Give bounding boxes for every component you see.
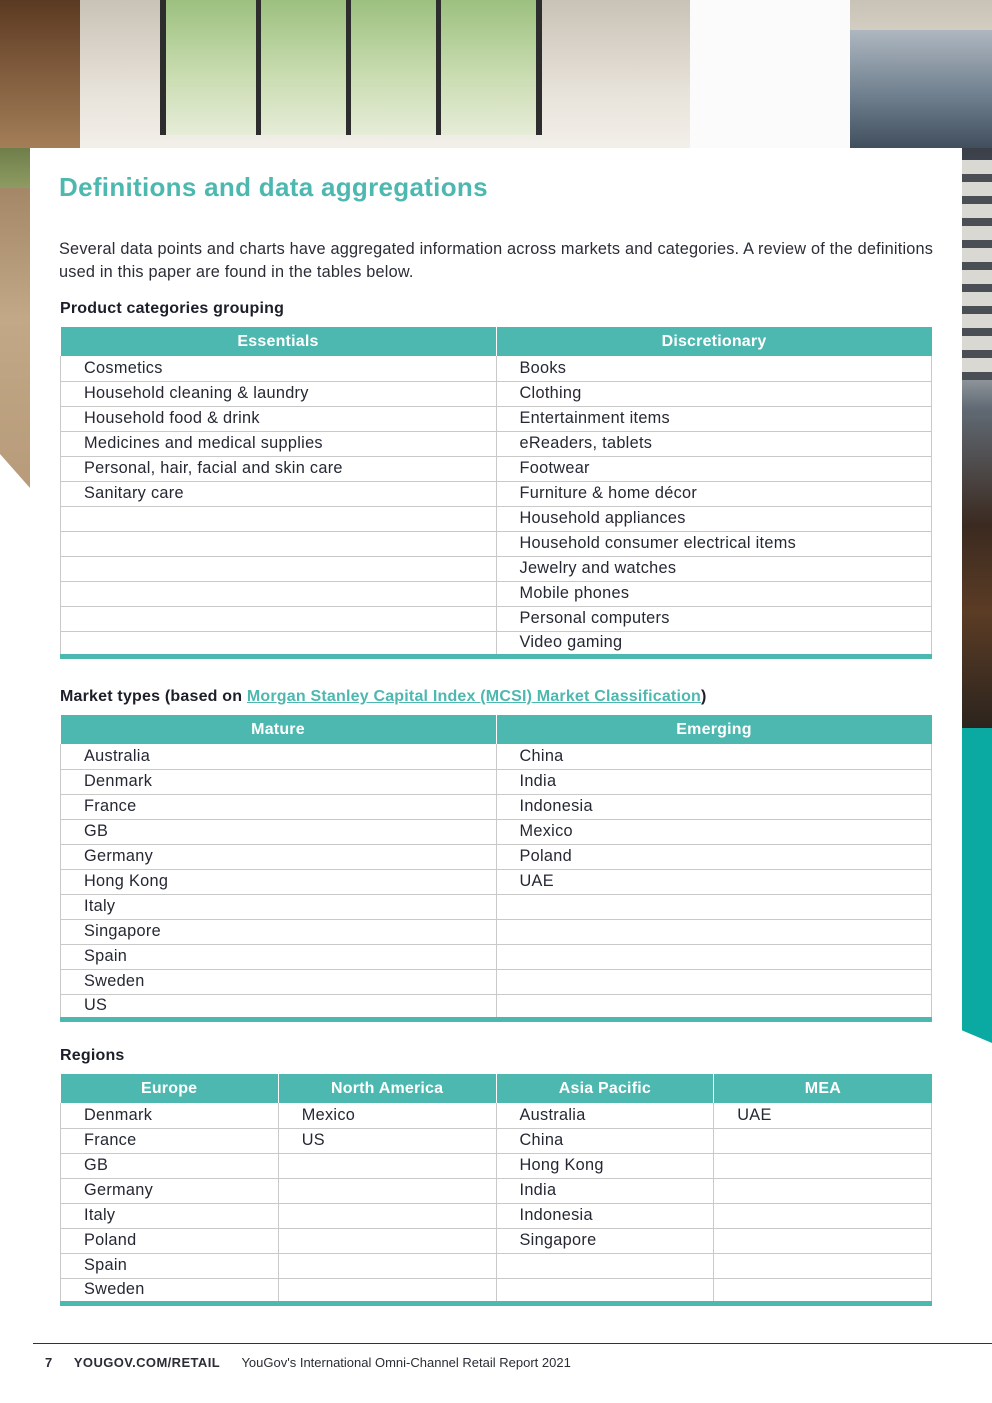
table-row — [61, 1178, 932, 1203]
table-row — [61, 969, 932, 994]
table-cell: India — [496, 1178, 714, 1203]
regions-heading: Regions — [60, 1047, 125, 1064]
column-header: Asia Pacific — [496, 1074, 714, 1103]
table-cell: Video gaming — [496, 631, 932, 656]
photo-window-mullion — [436, 0, 441, 135]
table-row — [61, 769, 932, 794]
photo-left-edge — [0, 148, 30, 488]
market-types-heading-suffix: ) — [701, 688, 707, 705]
table-cell: China — [496, 1128, 714, 1153]
table-cell: Personal, hair, facial and skin care — [61, 456, 497, 481]
photo-plants — [0, 148, 30, 188]
table-row — [61, 456, 932, 481]
table-cell: Singapore — [61, 919, 497, 944]
table-cell: Denmark — [61, 1103, 279, 1128]
table-row — [61, 1253, 932, 1278]
table-cell — [278, 1203, 496, 1228]
table-cell — [496, 969, 932, 994]
table-cell — [496, 1278, 714, 1303]
table-cell: Sweden — [61, 1278, 279, 1303]
table-cell: eReaders, tablets — [496, 431, 932, 456]
table-cell: Mexico — [496, 819, 932, 844]
table-cell: Poland — [496, 844, 932, 869]
table-cell: Poland — [61, 1228, 279, 1253]
table-cell: Hong Kong — [496, 1153, 714, 1178]
market-types-heading — [60, 688, 707, 706]
column-header: Emerging — [496, 715, 932, 744]
table-row — [61, 406, 932, 431]
page-title: Definitions and data aggregations — [59, 172, 488, 202]
table-cell — [714, 1203, 932, 1228]
market-types-heading-prefix: Market types (based on — [60, 688, 247, 705]
regions-table — [60, 1074, 932, 1306]
table-row — [61, 794, 932, 819]
table-cell — [496, 919, 932, 944]
table-cell — [714, 1278, 932, 1303]
table-cell: Indonesia — [496, 794, 932, 819]
table-cell: Footwear — [496, 456, 932, 481]
table-row — [61, 869, 932, 894]
table-cell — [496, 1253, 714, 1278]
column-header: Europe — [61, 1074, 279, 1103]
table-row — [61, 556, 932, 581]
table-row — [61, 1203, 932, 1228]
table-cell: Personal computers — [496, 606, 932, 631]
table-cell: UAE — [714, 1103, 932, 1128]
table-row — [61, 919, 932, 944]
table-cell: Indonesia — [496, 1203, 714, 1228]
column-header: Mature — [61, 715, 497, 744]
table-cell — [61, 506, 497, 531]
table-cell — [61, 606, 497, 631]
table-cell: Household consumer electrical items — [496, 531, 932, 556]
table-cell — [496, 944, 932, 969]
table-row — [61, 381, 932, 406]
table-cell — [278, 1153, 496, 1178]
teal-accent-shape — [962, 728, 992, 1043]
column-header: Discretionary — [496, 327, 932, 356]
table-cell: Household appliances — [496, 506, 932, 531]
footer-site-link[interactable]: YOUGOV.COM/RETAIL — [73, 1355, 221, 1370]
table-row — [61, 506, 932, 531]
market-types-table — [60, 715, 932, 1022]
table-cell: GB — [61, 1153, 279, 1178]
column-header: MEA — [714, 1074, 932, 1103]
intro-paragraph: Several data points and charts have aggregated information across markets and categories. A review of the definitions used in this paper are found in the tables below. — [59, 240, 934, 281]
page-number: 7 — [45, 1355, 53, 1370]
table-cell: Mexico — [278, 1103, 496, 1128]
table-cell — [61, 531, 497, 556]
photo-window-mullion — [256, 0, 261, 135]
table-row — [61, 744, 932, 769]
table-row — [61, 894, 932, 919]
table-row — [61, 631, 932, 656]
table-cell: Germany — [61, 1178, 279, 1203]
table-cell — [714, 1253, 932, 1278]
table-cell — [278, 1178, 496, 1203]
table-cell: Singapore — [496, 1228, 714, 1253]
table-cell: Italy — [61, 1203, 279, 1228]
table-row — [61, 1153, 932, 1178]
table-cell: Spain — [61, 944, 497, 969]
table-cell — [714, 1228, 932, 1253]
photo-window — [160, 0, 542, 135]
table-cell — [61, 556, 497, 581]
table-cell — [61, 581, 497, 606]
table-cell — [714, 1178, 932, 1203]
table-cell: Hong Kong — [61, 869, 497, 894]
footer-rule — [33, 1343, 992, 1344]
mcsi-classification-link[interactable]: Morgan Stanley Capital Index (MCSI) Market Classification — [246, 688, 702, 705]
table-row — [61, 1228, 932, 1253]
table-cell: France — [61, 1128, 279, 1153]
table-cell: France — [61, 794, 497, 819]
product-categories-table — [60, 327, 932, 659]
table-cell — [278, 1253, 496, 1278]
table-cell: Denmark — [61, 769, 497, 794]
table-cell — [278, 1278, 496, 1303]
table-row — [61, 581, 932, 606]
photo-shelves — [962, 160, 992, 380]
table-cell: US — [278, 1128, 496, 1153]
table-cell: Household cleaning & laundry — [61, 381, 497, 406]
table-cell — [714, 1128, 932, 1153]
table-cell: Spain — [61, 1253, 279, 1278]
table-cell: US — [61, 994, 497, 1019]
table-cell — [496, 994, 932, 1019]
table-cell — [278, 1228, 496, 1253]
table-cell: Furniture & home décor — [496, 481, 932, 506]
table-cell: Medicines and medical supplies — [61, 431, 497, 456]
table-cell — [61, 631, 497, 656]
table-cell: Germany — [61, 844, 497, 869]
table-cell: UAE — [496, 869, 932, 894]
photo-apothecary-shelf — [0, 0, 80, 150]
table-cell: Books — [496, 356, 932, 381]
table-row — [61, 1128, 932, 1153]
table-row — [61, 431, 932, 456]
table-cell: Cosmetics — [61, 356, 497, 381]
table-cell — [496, 894, 932, 919]
table-row — [61, 1103, 932, 1128]
table-cell: Clothing — [496, 381, 932, 406]
footer — [45, 1355, 571, 1370]
table-cell: China — [496, 744, 932, 769]
table-cell: Italy — [61, 894, 497, 919]
table-cell — [714, 1153, 932, 1178]
product-categories-heading: Product categories grouping — [60, 300, 285, 317]
table-cell: Household food & drink — [61, 406, 497, 431]
table-cell: GB — [61, 819, 497, 844]
table-cell: Mobile phones — [496, 581, 932, 606]
table-row — [61, 994, 932, 1019]
table-row — [61, 606, 932, 631]
table-cell: Sanitary care — [61, 481, 497, 506]
table-row — [61, 531, 932, 556]
table-row — [61, 481, 932, 506]
table-row — [61, 844, 932, 869]
table-cell: Jewelry and watches — [496, 556, 932, 581]
table-cell: Entertainment items — [496, 406, 932, 431]
table-cell: Australia — [496, 1103, 714, 1128]
photo-wall — [690, 0, 850, 150]
table-row — [61, 944, 932, 969]
table-cell: Australia — [61, 744, 497, 769]
column-header: North America — [278, 1074, 496, 1103]
photo-lake-print — [850, 30, 992, 150]
table-row — [61, 356, 932, 381]
footer-report-title: YouGov's International Omni-Channel Retail Report 2021 — [241, 1355, 571, 1370]
table-row — [61, 1278, 932, 1303]
table-cell: India — [496, 769, 932, 794]
table-row — [61, 819, 932, 844]
table-cell: Sweden — [61, 969, 497, 994]
photo-window-mullion — [346, 0, 351, 135]
column-header: Essentials — [61, 327, 497, 356]
